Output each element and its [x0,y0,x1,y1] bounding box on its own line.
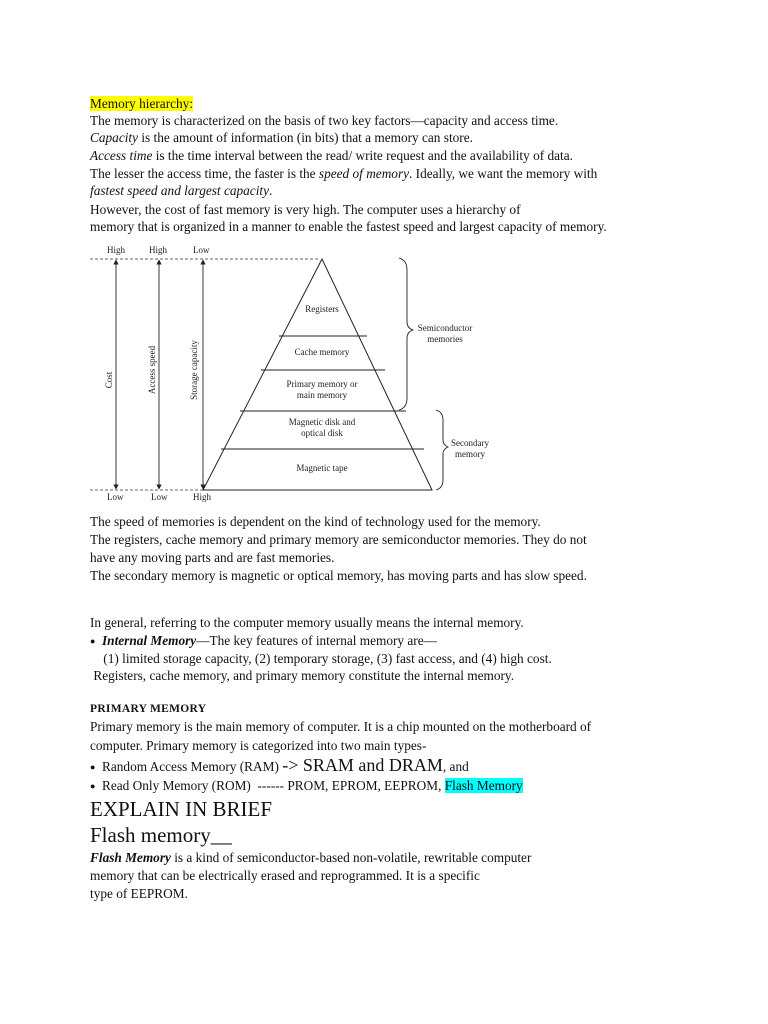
level-primary-memory-line-2: main memory [296,390,348,400]
sram-dram-text: -> SRAM and DRAM [282,755,443,775]
semiconductor-label-line-2: memories [427,334,463,344]
intro-line-5 [90,182,272,200]
primary-line-1: Primary memory is the main memory of computer. It is a chip mounted on the motherboard of [90,719,592,734]
level-magnetic-disk-line-2: optical disk [301,428,343,438]
level-registers: Registers [305,304,339,314]
bullet-icon: ● [90,636,96,646]
section-title-highlight: Memory hierarchy: [90,96,194,111]
speed-of-memory-term: speed of memory [318,166,410,181]
flash-line-3: type of EEPROM. [90,886,188,901]
internal-bullet-rest: —The key features of internal memory are— [196,633,437,648]
internal-bullet [90,632,437,650]
semiconductor-brace [399,258,413,410]
intro-line-7: memory that is organized in a manner to enable the fastest speed and largest capacity of memory. [90,219,607,234]
cost-top-label: High [107,245,125,255]
capacity-top-label: Low [193,245,210,255]
intro-line-4-a: The lesser the access time, the faster is the [90,166,319,181]
level-cache-memory: Cache memory [294,347,350,357]
fastest-speed-phrase: fastest speed and largest capacity [90,183,269,198]
access-time-definition: is the time interval between the read/ write request and the availability of data. [152,148,573,163]
storage-capacity-axis-label: Storage capacity [189,340,199,400]
access-speed-axis-label: Access speed [147,345,157,395]
intro-line-3 [90,147,573,165]
rom-bullet [90,777,523,795]
speed-bottom-label: Low [151,492,168,502]
flash-memory-term: Flash Memory [90,850,171,865]
speed-line-1: The speed of memories is dependent on the kind of technology used for the memory. [90,514,541,529]
level-primary-memory-line-1: Primary memory or [286,379,358,389]
bullet-icon: ● [90,762,96,772]
cost-bottom-label: Low [107,492,124,502]
flash-line-1-rest: is a kind of semiconductor-based non-volatile, rewritable computer [170,850,532,865]
bullet-icon: ● [90,781,96,791]
capacity-bottom-label: High [193,492,211,502]
intro-line-2 [90,129,473,147]
intro-line-4 [90,165,597,183]
internal-memory-term: Internal Memory [102,633,197,648]
intro-line-4-b: . Ideally, we want the memory with [409,166,598,181]
explain-heading: EXPLAIN IN BRIEF [90,797,272,821]
capacity-term: Capacity [90,130,139,145]
flash-line-1 [90,849,531,867]
speed-line-2: The registers, cache memory and primary memory are semiconductor memories. They do not [90,532,587,547]
speed-top-label: High [149,245,167,255]
level-magnetic-tape: Magnetic tape [296,463,348,473]
level-magnetic-disk-line-1: Magnetic disk and [288,417,356,427]
primary-memory-heading: PRIMARY MEMORY [90,703,207,715]
ram-end: , and [442,759,469,774]
cost-axis-label: Cost [104,371,114,389]
rom-text: Read Only Memory (ROM) ------ PROM, EPROM, EEPROM, [102,778,445,793]
ram-text: Random Access Memory (RAM) [102,759,283,774]
speed-line-4: The secondary memory is magnetic or optical memory, has moving parts and has slow speed. [90,568,587,583]
intro-line-6: However, the cost of fast memory is very high. The computer uses a hierarchy of [90,202,521,217]
secondary-label-line-1: Secondary [451,438,489,448]
intro-line-5-end: . [268,183,273,198]
memory-hierarchy-diagram [85,240,505,505]
primary-line-2: computer. Primary memory is categorized into two main types- [90,738,427,753]
capacity-definition: is the amount of information (in bits) that a memory can store. [138,130,473,145]
flash-memory-subheading: Flash memory__ [90,823,232,847]
pyramid-outline [203,259,432,490]
speed-line-3: have any moving parts and are fast memories. [90,550,335,565]
intro-line-1: The memory is characterized on the basis of two key factors—capacity and access time. [90,113,559,128]
internal-line-1: In general, referring to the computer memory usually means the internal memory. [90,615,524,630]
flash-line-2: memory that can be electrically erased and reprogrammed. It is a specific [90,868,480,883]
access-time-term: Access time [90,148,153,163]
intro-title-line [90,95,193,113]
internal-line-4: Registers, cache memory, and primary memory constitute the internal memory. [90,668,515,683]
secondary-brace [436,410,448,490]
internal-line-3: (1) limited storage capacity, (2) temporary storage, (3) fast access, and (4) high cost. [90,651,552,666]
flash-memory-highlight: Flash Memory [444,778,523,793]
semiconductor-label-line-1: Semiconductor [417,323,473,333]
ram-bullet [90,756,469,776]
secondary-label-line-2: memory [455,449,485,459]
